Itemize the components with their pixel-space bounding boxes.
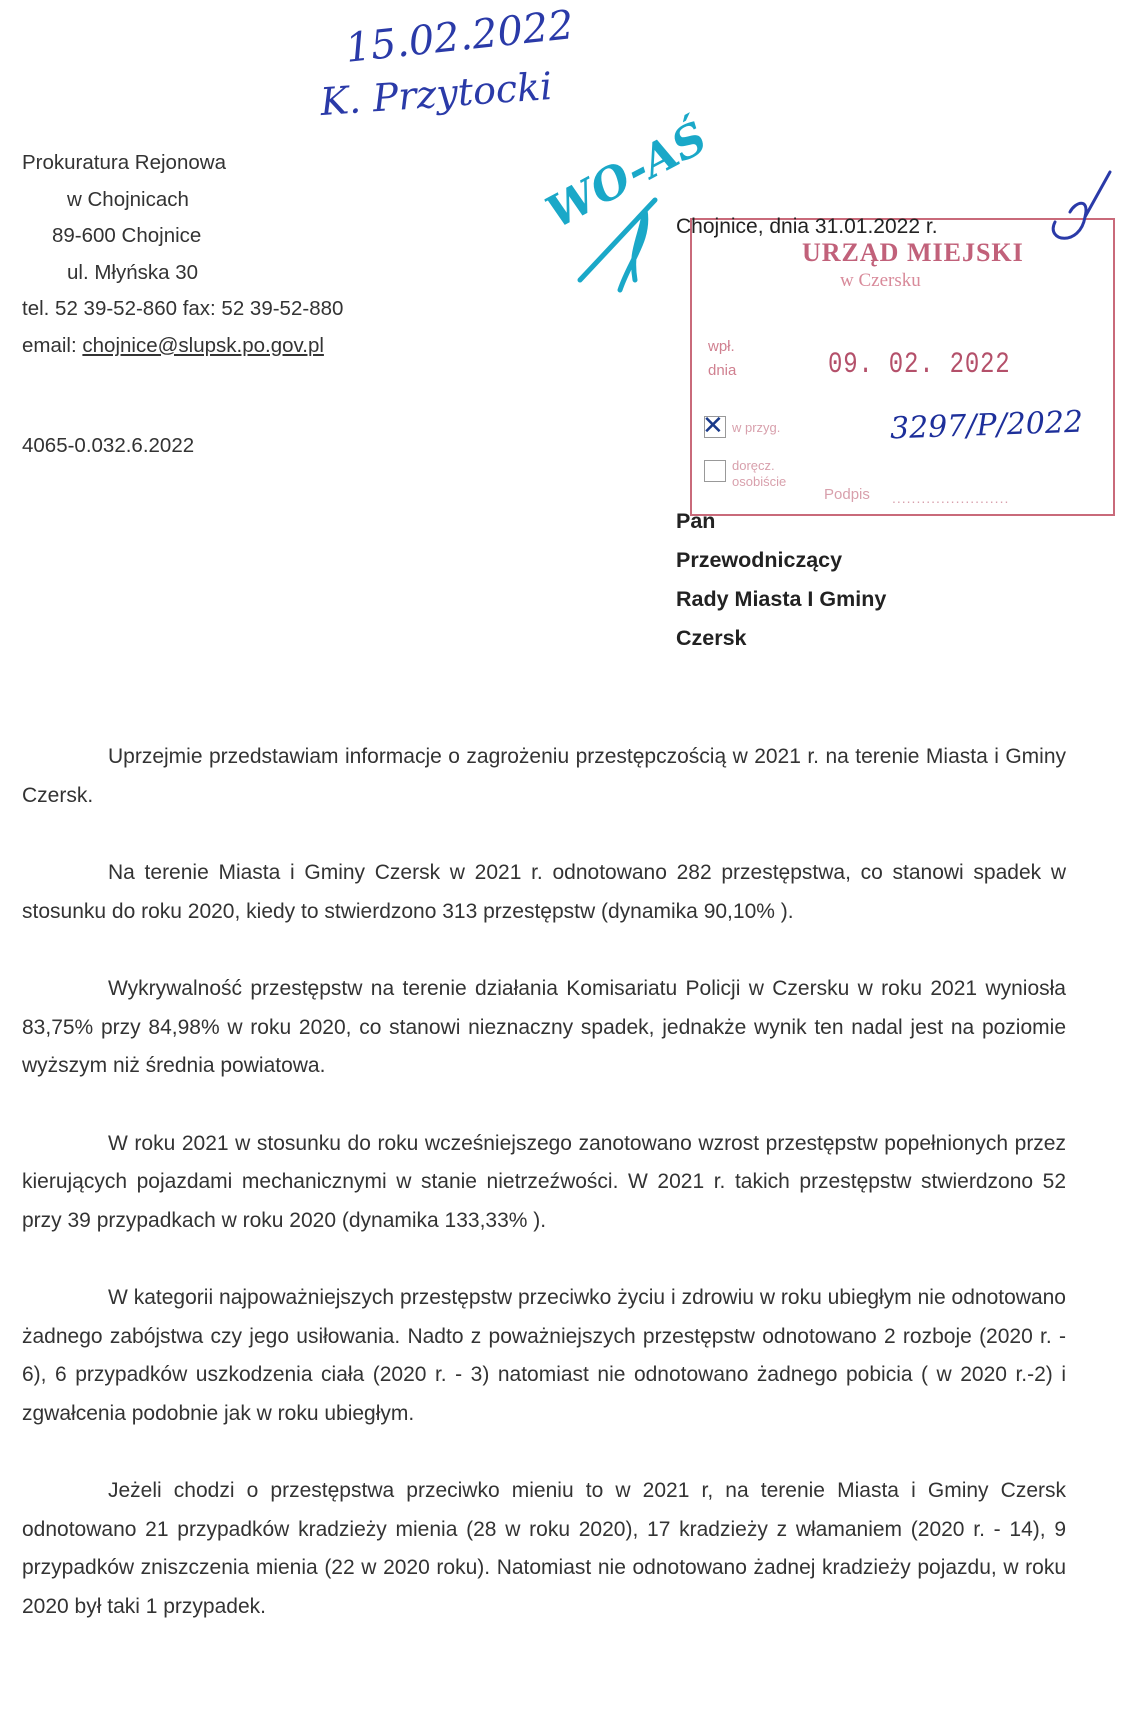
sender-address bbox=[22, 145, 343, 364]
stamp-dnia-label: dnia bbox=[708, 362, 737, 379]
marker-scribble-icon bbox=[560, 180, 680, 300]
checkmark-x-icon: ✕ bbox=[702, 410, 724, 440]
handwritten-department-mark: WO-AŚ bbox=[538, 112, 716, 239]
email-link[interactable]: chojnice@slupsk.po.gov.pl bbox=[82, 333, 324, 357]
stamp-option-2: doręcz. osobiście bbox=[732, 458, 787, 489]
reference-number: 4065-0.032.6.2022 bbox=[22, 434, 195, 457]
sender-city: w Chojnicach bbox=[67, 187, 189, 211]
place-and-date: Chojnice, dnia 31.01.2022 r. bbox=[676, 215, 938, 238]
recipient-salutation: Pan bbox=[676, 509, 716, 533]
stamp-title: URZĄD MIEJSKI bbox=[802, 238, 1024, 267]
handwritten-date: 15.02.2022 bbox=[343, 2, 576, 72]
stamp-subtitle: w Czersku bbox=[840, 270, 921, 291]
paragraph-drunk-driving: W roku 2021 w stosunku do roku wcześniejszego zanotowano wzrost przestępstw popełnionych przez kierujących pojazdami mechanicznymi w stanie nietrzeźwości. W 2021 r. takich przestępstw stwierdzono 52 przy 39 przypadkach w roku 2020 (dynamika 133,33% ). bbox=[22, 1131, 1066, 1232]
stamp-received-date: 09. 02. 2022 bbox=[828, 348, 1011, 382]
recipient-city: Czersk bbox=[676, 626, 747, 650]
paragraph-detection-rate: Wykrywalność przestępstw na terenie działania Komisariatu Policji w Czersku w roku 2021 wyniosła 83,75% przy 84,98% w roku 2020, co stanowi nieznaczny spadek, jednakże wynik ten nadal jest na poziomie wyższym niż średnia powiatowa. bbox=[22, 977, 1066, 1077]
paragraph-crime-count: Na terenie Miasta i Gminy Czersk w 2021 r. odnotowano 282 przestępstwa, co stanowi spadek w stosunku do roku 2020, kiedy to stwierdzono 313 przestępstw (dynamika 90,10% ). bbox=[22, 861, 1066, 923]
stamp-checkbox-2 bbox=[704, 460, 726, 482]
recipient-block bbox=[676, 502, 886, 658]
recipient-title: Przewodniczący bbox=[676, 548, 843, 572]
received-stamp bbox=[690, 218, 1115, 516]
stamp-signature-line: ........................ bbox=[892, 490, 1010, 506]
sender-email-line bbox=[22, 328, 343, 365]
paragraph-intro: Uprzejmie przedstawiam informacje o zagrożeniu przestępczością w 2021 r. na terenie Miasta i Gminy Czersk. bbox=[22, 745, 1066, 807]
stamp-wpl-label: wpł. bbox=[708, 338, 735, 355]
email-label: email: bbox=[22, 333, 77, 357]
stamp-signature-label: Podpis bbox=[824, 486, 870, 503]
handwritten-signature: K. Przytocki bbox=[318, 63, 554, 125]
recipient-organization: Rady Miasta I Gminy bbox=[676, 587, 887, 611]
sender-street: ul. Młyńska 30 bbox=[67, 260, 199, 284]
sender-postcode: 89-600 Chojnice bbox=[52, 224, 202, 247]
sender-name: Prokuratura Rejonowa bbox=[22, 151, 226, 174]
initials-scribble-icon bbox=[1040, 162, 1120, 262]
stamp-registration-number: 3297/P/2022 bbox=[889, 404, 1084, 447]
paragraph-property-crime: Jeżeli chodzi o przestępstwa przeciwko mieniu to w 2021 r, na terenie Miasta i Gminy Czersk odnotowano 21 przypadków kradzieży mienia (28 w roku 2020), 17 kradzieży z włamaniem (2020 r. - 14), 9 przypadków zniszczenia mienia (22 w 2020 roku). Natomiast nie odnotowano żadnej kradzieży pojazdu, w roku 2020 był taki 1 przypadek. bbox=[22, 1479, 1066, 1618]
stamp-option-1: w przyg. bbox=[732, 420, 781, 435]
paragraph-violent-crime: W kategorii najpoważniejszych przestępstw przeciwko życiu i zdrowiu w roku ubiegłym nie odnotowano żadnego zabójstwa czy jego usiłowania. Nadto z poważniejszych przestępstw odnotowano 2 rozboje (2020 r. - 6), 6 przypadków uszkodzenia ciała (2020 r. - 3) natomiast nie odnotowano żadnego pobicia ( w 2020 r.-2) i zgwałcenia podobnie jak w roku ubiegłym. bbox=[22, 1286, 1066, 1425]
sender-phone: tel. 52 39-52-860 fax: 52 39-52-880 bbox=[22, 297, 344, 320]
letter-body bbox=[22, 738, 1066, 1665]
